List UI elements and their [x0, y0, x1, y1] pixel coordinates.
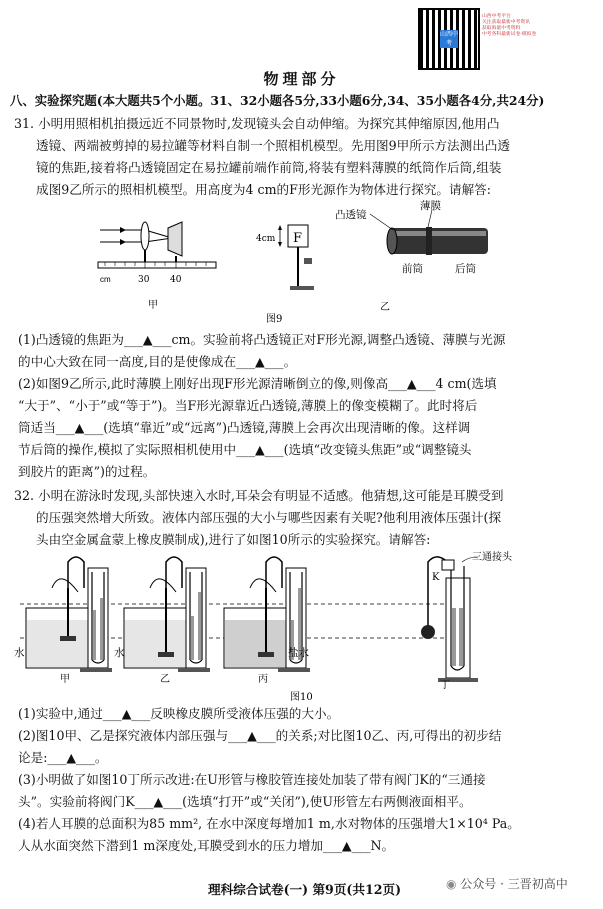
- q31-line: 透镜、两端被剪掉的易拉罐等材料自制一个照相机模型。先用图9甲所示方法测出凸透: [36, 138, 510, 153]
- watermark: [446, 875, 568, 892]
- subfig-label: 丁: [440, 680, 450, 691]
- q31-line: 31. 小明用照相机拍摄远近不同景物时,发现镜头会自动伸缩。为探究其伸缩原因,他用凸: [14, 116, 500, 131]
- pressure-gauge-a: [26, 557, 112, 672]
- page-title: 物理部分: [263, 70, 340, 88]
- figure-10: [0, 548, 603, 702]
- page-footer: 理科综合试卷(一) 第9页(共12页): [208, 882, 402, 897]
- q32-part: 人从水面突然下潜到1 m深度处,耳膜受到水的压力增加___▲___N。: [18, 838, 395, 853]
- figure-9: [90, 200, 530, 330]
- section-heading: 八、实验探究题(本大题共5个小题。31、32小题各5分,33小题6分,34、35小题各4分,共24分): [10, 93, 545, 108]
- subfig-label: 乙: [160, 674, 170, 685]
- qr-note-line: 关注获取最新中考资讯: [482, 20, 530, 25]
- qr-note-line: 获取海量中考资料: [482, 26, 521, 31]
- q32-line: 32. 小明在游泳时发现,头部快速入水时,耳朵会有明显不适感。他猜想,这可能是耳膜受到: [14, 488, 504, 503]
- q32-part: 论是:___▲___。: [18, 750, 108, 765]
- q32-line: 头由空金属盒蒙上橡皮膜制成),进行了如图10所示的实验探究。请解答:: [36, 532, 431, 547]
- screen-icon: [168, 222, 182, 256]
- q32-part: (2)图10甲、乙是探究液体内部压强与___▲___的关系;对比图10乙、丙,可得出的初步结: [18, 728, 502, 743]
- liquid-label: 水: [14, 647, 25, 659]
- qr-caption: [482, 14, 546, 38]
- q31-part: 到胶片的距离”)的过程。: [18, 464, 156, 479]
- q31-part: “大于”、“小于”或“等于”)。当F形光源靠近凸透镜,薄膜上的像变模糊了。此时将后: [18, 398, 478, 413]
- three-way-valve-icon: [442, 560, 454, 570]
- ruler-unit: cm: [100, 275, 111, 284]
- subfig-label: 乙: [380, 302, 390, 313]
- subfig-label: 甲: [148, 300, 158, 311]
- watermark-text: 公众号 · 三晋初高中: [460, 877, 568, 891]
- q31-part: 节后筒的操作,模拟了实际照相机使用中___▲___(选填“改变镜头焦距”或“调整镜头: [18, 442, 472, 457]
- figure-caption: 图10: [290, 692, 313, 702]
- q31-part: (2)如图9乙所示,此时薄膜上刚好出现F形光源清晰倒立的像,则像高___▲___4 cm(选填: [18, 376, 497, 391]
- q32-part: 头”。实验前将阀门K___▲___(选填“打开”或“关闭”),使U形管左右两侧液面相平。: [18, 794, 472, 809]
- qr-note-line: 山西中考平台: [482, 14, 511, 19]
- qr-logo: 山西中考: [440, 31, 459, 47]
- liquid-label: 水: [114, 647, 125, 659]
- ruler-tick: 40: [170, 275, 182, 285]
- q32-part: (4)若人耳膜的总面积为85 mm², 在水中深度每增加1 m,水对物体的压强增大1×10⁴ Pa。: [18, 816, 520, 831]
- focal-length-setup: [98, 222, 216, 268]
- back-tube-label: 后筒: [455, 263, 476, 275]
- ruler: [98, 262, 216, 268]
- lens-icon: [141, 222, 149, 250]
- f-letter: F: [293, 231, 303, 246]
- q31-part: 的中心大致在同一高度,目的是使像成在___▲___。: [18, 354, 297, 369]
- qr-code: [418, 8, 480, 70]
- probe-icon: [421, 625, 435, 639]
- q31-line: 镜的焦距,接着将凸透镜固定在易拉罐前端作前筒,将装有塑料薄膜的纸筒作后筒,组装: [36, 160, 502, 175]
- q32-part: (3)小明做了如图10丁所示改进:在U形管与橡胶管连接处加装了带有阀门K的“三通接: [18, 772, 486, 787]
- q32-part: (1)实验中,通过___▲___反映橡皮膜所受液体压强的大小。: [18, 706, 340, 721]
- liquid-label: 盐水: [288, 647, 309, 659]
- pressure-gauge-d: [421, 557, 478, 682]
- lens-label: 凸透镜: [335, 209, 367, 221]
- qr-note-line: 中考各科最新试卷·模拟卷: [482, 32, 537, 37]
- wechat-icon: ◉: [446, 877, 461, 891]
- q31-part: 筒适当___▲___(选填“靠近”或“远离”)凸透镜,薄膜上会再次出现清晰的像。这样调: [18, 420, 471, 435]
- subfig-label: 甲: [60, 674, 70, 685]
- subfig-label: 丙: [258, 674, 268, 685]
- figure-caption: 图9: [266, 314, 283, 325]
- height-label: 4cm: [256, 234, 276, 244]
- camera-model: [387, 227, 488, 255]
- q31-part: (1)凸透镜的焦距为___▲___cm。实验前将凸透镜正对F形光源,调整凸透镜、薄膜与光源: [18, 332, 506, 347]
- q32-line: 的压强突然增大所致。液体内部压强的大小与哪些因素有关呢?他利用液体压强计(探: [36, 510, 502, 525]
- ruler-tick: 30: [138, 275, 150, 285]
- three-way-label: 三通接头: [472, 552, 512, 563]
- pressure-gauge-b: [124, 557, 210, 672]
- valve-label: K: [432, 572, 440, 583]
- film-label: 薄膜: [420, 200, 441, 212]
- front-tube-label: 前筒: [402, 263, 423, 275]
- q31-line: 成图9乙所示的照相机模型。用高度为4 cm的F形光源作为物体进行探究。请解答:: [36, 182, 492, 197]
